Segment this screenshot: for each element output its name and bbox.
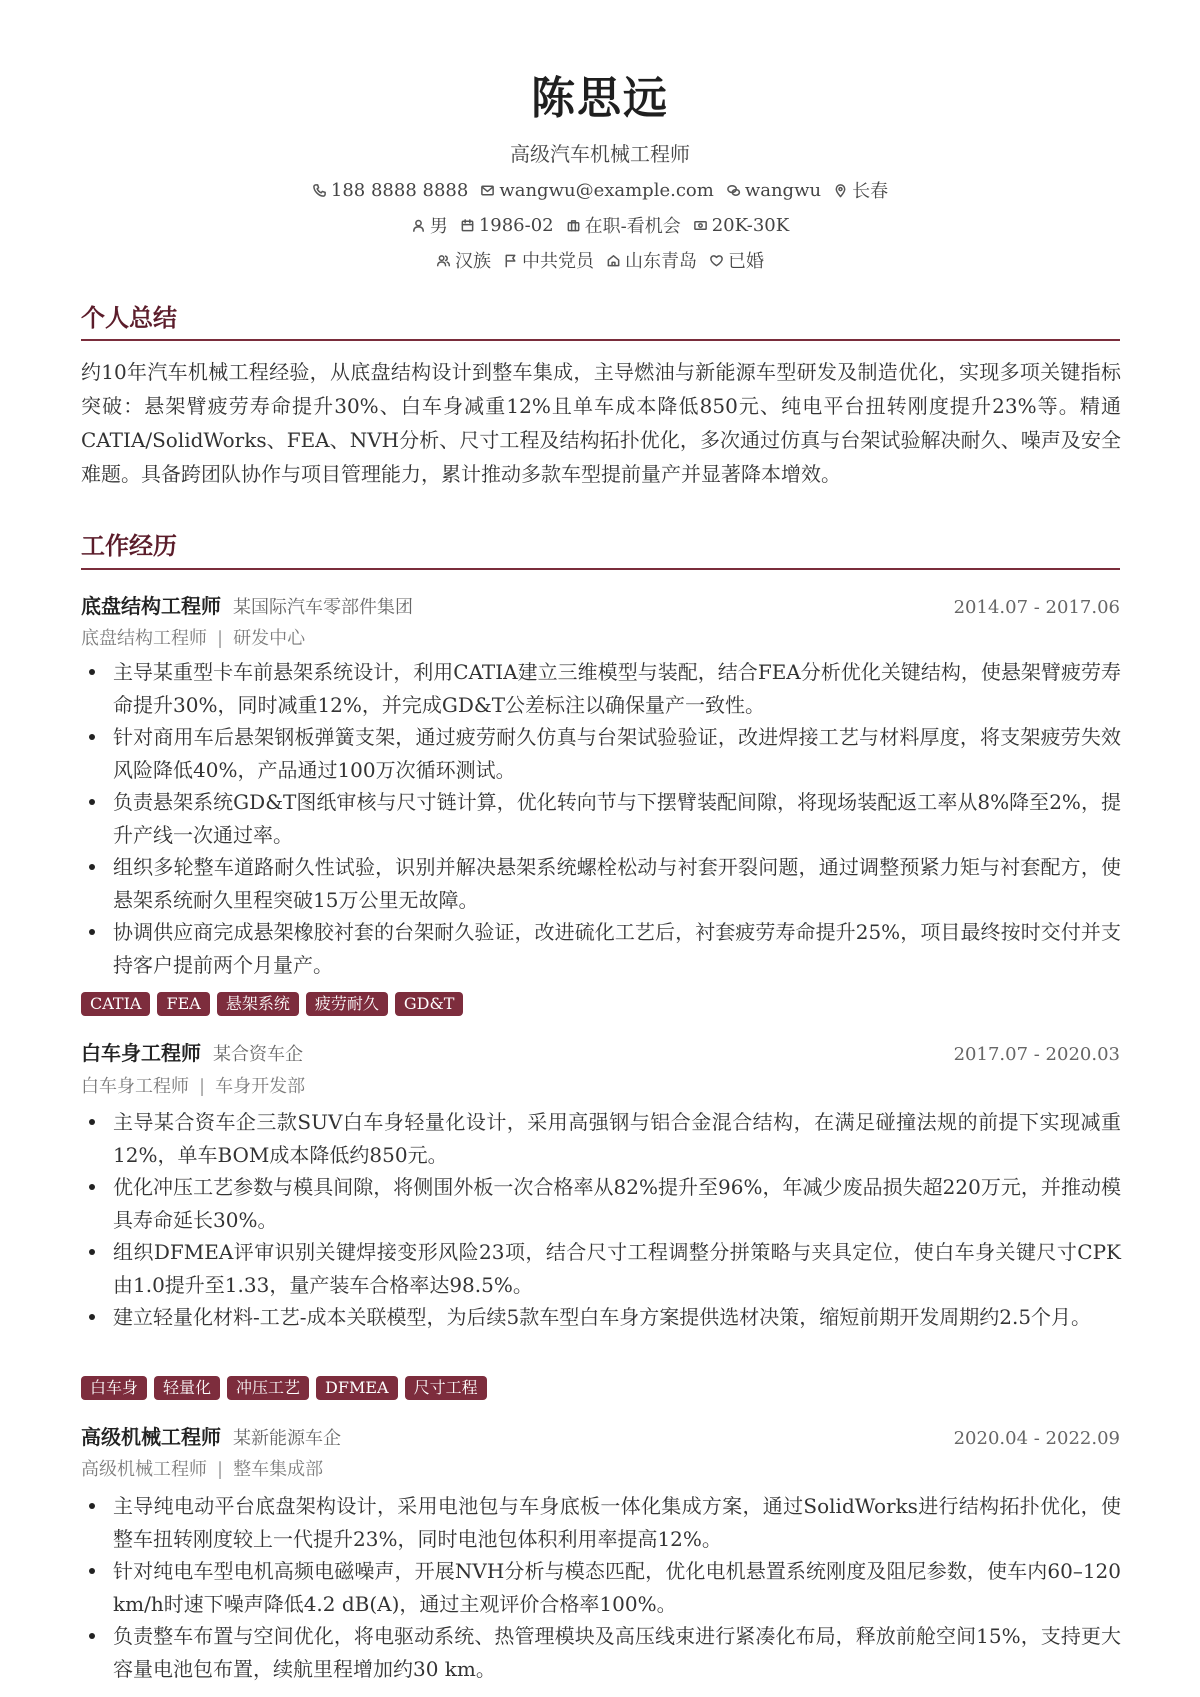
- status-item: [566, 212, 681, 238]
- job-role: 底盘结构工程师: [81, 594, 221, 618]
- details-row: [0, 247, 1200, 273]
- salary-text: 20K-30K: [711, 214, 790, 236]
- hometown-text: 山东青岛: [625, 251, 697, 272]
- users-icon: [436, 253, 451, 268]
- wechat-text: wangwu: [744, 179, 822, 201]
- money-icon: [693, 218, 708, 233]
- skill-tag: 疲劳耐久: [306, 992, 388, 1016]
- flag-icon: [503, 253, 518, 268]
- wechat-icon: [726, 183, 741, 198]
- list-item: 主导纯电动平台底盘架构设计，采用电池包与车身底板一体化集成方案，通过SolidWorks进行结构拓扑优化，使整车扭转刚度较上一代提升23%，同时电池包体积利用率提高12%。: [81, 1490, 1121, 1555]
- home-icon: [606, 253, 621, 268]
- contact-row: [0, 177, 1200, 203]
- job-date: 2020.04 - 2022.09: [953, 1428, 1120, 1449]
- job-subtitle: [81, 1072, 305, 1098]
- list-item: 优化冲压工艺参数与模具间隙，将侧围外板一次合格率从82%提升至96%，年减少废品损失超220万元，并推动模具寿命延长30%。: [81, 1171, 1121, 1236]
- summary-section-title: 个人总结: [81, 303, 177, 332]
- phone-icon: [312, 183, 327, 198]
- ethnicity-item: [436, 247, 491, 273]
- gender-text: 男: [429, 216, 448, 237]
- list-item: 建立轻量化材料-工艺-成本关联模型，为后续5款车型白车身方案提供选材决策，缩短前期开发周期约2.5个月。: [81, 1301, 1121, 1334]
- phone-item[interactable]: [312, 177, 468, 203]
- experience-section-title: 工作经历: [81, 531, 177, 560]
- job-bullets: [81, 1106, 1121, 1334]
- job-company: 某新能源车企: [233, 1428, 341, 1449]
- status-text: 在职-看机会: [584, 216, 681, 237]
- skill-tag: 白车身: [81, 1376, 147, 1400]
- email-text: wangwu@example.com: [499, 179, 714, 201]
- job-department: 整车集成部: [233, 1459, 324, 1480]
- skill-tags: [81, 992, 463, 1016]
- job-role: 高级机械工程师: [81, 1425, 221, 1449]
- job-date: 2014.07 - 2017.06: [953, 597, 1120, 618]
- mail-icon: [480, 183, 495, 198]
- email-item[interactable]: [480, 177, 714, 203]
- job-department: 研发中心: [233, 628, 306, 649]
- summary-divider: [81, 339, 1120, 341]
- job-date: 2017.07 - 2020.03: [953, 1044, 1120, 1065]
- candidate-title: 高级汽车机械工程师: [510, 142, 690, 166]
- briefcase-icon: [566, 218, 581, 233]
- job-subtitle: [81, 624, 305, 650]
- job-company: 某合资车企: [213, 1044, 303, 1065]
- marital-text: 已婚: [728, 251, 764, 272]
- job-header: [81, 590, 1120, 619]
- skill-tags: [81, 1376, 487, 1400]
- job-bullets: [81, 656, 1121, 981]
- experience-divider: [81, 568, 1120, 570]
- job-role: 白车身工程师: [81, 1041, 201, 1065]
- job-department: 车身开发部: [215, 1076, 306, 1097]
- skill-tag: DFMEA: [316, 1376, 398, 1400]
- phone-text: 188 8888 8888: [330, 179, 469, 201]
- separator: |: [217, 628, 224, 649]
- job-position: 白车身工程师: [81, 1076, 189, 1097]
- skill-tag: 悬架系统: [217, 992, 299, 1016]
- job-subtitle: [81, 1455, 323, 1481]
- list-item: 组织多轮整车道路耐久性试验，识别并解决悬架系统螺栓松动与衬套开裂问题，通过调整预紧力矩与衬套配方，使悬架系统耐久里程突破15万公里无故障。: [81, 851, 1121, 916]
- job-company: 某国际汽车零部件集团: [233, 597, 413, 618]
- list-item: 组织DFMEA评审识别关键焊接变形风险23项，结合尺寸工程调整分拼策略与夹具定位，使白车身关键尺寸CPK由1.0提升至1.33，量产装车合格率达98.5%。: [81, 1236, 1121, 1301]
- ethnicity-text: 汉族: [455, 251, 491, 272]
- list-item: 协调供应商完成悬架橡胶衬套的台架耐久验证，改进硫化工艺后，衬套疲劳寿命提升25%，项目最终按时交付并支持客户提前两个月量产。: [81, 916, 1121, 981]
- separator: |: [217, 1459, 224, 1480]
- skill-tag: FEA: [157, 992, 209, 1016]
- user-icon: [411, 218, 426, 233]
- skill-tag: CATIA: [81, 992, 150, 1016]
- birth-text: 1986-02: [478, 214, 554, 236]
- list-item: 负责整车布置与空间优化，将电驱动系统、热管理模块及高压线束进行紧凑化布局，释放前舱空间15%，支持更大容量电池包布置，续航里程增加约30 km。: [81, 1620, 1121, 1685]
- location-text: 长春: [852, 181, 889, 202]
- list-item: 负责悬架系统GD&T图纸审核与尺寸链计算，优化转向节与下摆臂装配间隙，将现场装配返工率从8%降至2%，提升产线一次通过率。: [81, 786, 1121, 851]
- candidate-name: 陈思远: [531, 73, 669, 124]
- list-item: 针对纯电车型电机高频电磁噪声，开展NVH分析与模态匹配，优化电机悬置系统刚度及阻尼参数，使车内60–120 km/h时速下噪声降低4.2 dB(A)，通过主观评价合格率100%。: [81, 1555, 1121, 1620]
- separator: |: [199, 1076, 206, 1097]
- birth-item: [460, 212, 554, 238]
- list-item: 主导某重型卡车前悬架系统设计，利用CATIA建立三维模型与装配，结合FEA分析优化关键结构，使悬架臂疲劳寿命提升30%，同时减重12%，并完成GD&T公差标注以确保量产一致性。: [81, 656, 1121, 721]
- location-pin-icon: [833, 183, 848, 198]
- gender-item: [411, 212, 448, 238]
- job-bullets: [81, 1490, 1121, 1685]
- hometown-item: [606, 247, 697, 273]
- skill-tag: 尺寸工程: [405, 1376, 487, 1400]
- personal-row: [0, 212, 1200, 238]
- skill-tag: GD&T: [395, 992, 464, 1016]
- location-item: [833, 177, 888, 203]
- marital-item: [709, 247, 764, 273]
- job-position: 高级机械工程师: [81, 1459, 207, 1480]
- list-item: 针对商用车后悬架钢板弹簧支架，通过疲劳耐久仿真与台架试验验证，改进焊接工艺与材料厚度，将支架疲劳失效风险降低40%，产品通过100万次循环测试。: [81, 721, 1121, 786]
- job-position: 底盘结构工程师: [81, 628, 207, 649]
- job-header: [81, 1421, 1120, 1450]
- list-item: 主导某合资车企三款SUV白车身轻量化设计，采用高强钢与铝合金混合结构，在满足碰撞法规的前提下实现减重12%，单车BOM成本降低约850元。: [81, 1106, 1121, 1171]
- job-header: [81, 1037, 1120, 1066]
- heart-icon: [709, 253, 724, 268]
- salary-item: [693, 212, 789, 238]
- skill-tag: 轻量化: [154, 1376, 220, 1400]
- wechat-item[interactable]: [726, 177, 821, 203]
- politics-text: 中共党员: [522, 251, 594, 272]
- calendar-icon: [460, 218, 475, 233]
- politics-item: [503, 247, 594, 273]
- summary-text: 约10年汽车机械工程经验，从底盘结构设计到整车集成，主导燃油与新能源车型研发及制造优化，实现多项关键指标突破：悬架臂疲劳寿命提升30%、白车身减重12%且单车成本降低850元、纯电平台扭转刚度提升23%等。精通CATIA/SolidWorks、FEA、NVH分析、尺寸工程及结构拓扑优化，多次通过仿真与台架试验解决耐久、噪声及安全难题。具备跨团队协作与项目管理能力，累计推动多款车型提前量产并显著降本增效。: [81, 360, 1121, 486]
- skill-tag: 冲压工艺: [227, 1376, 309, 1400]
